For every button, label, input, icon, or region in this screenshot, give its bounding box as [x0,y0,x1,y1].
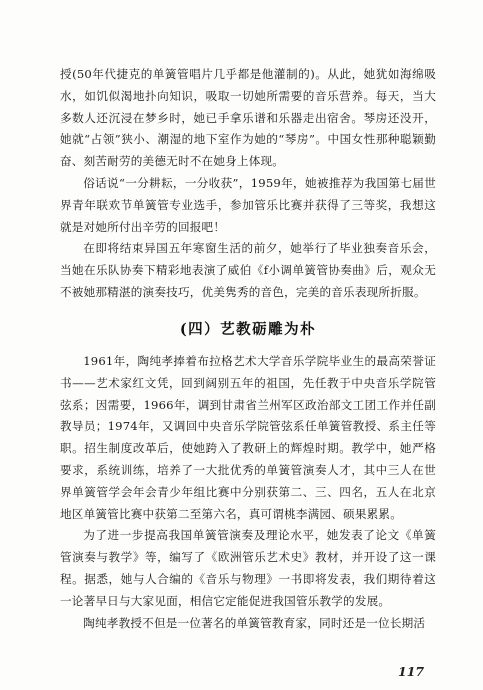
paragraph: 为了进一步提高我国单簧管演奏及理论水平，她发表了论文《单簧管演奏与教学》等，编写了《欧洲管乐艺术史》教材，并开设了这一课程。据悉，她与人合编的《音乐与物理》一书即将发表，我们期待着这一论著早日与大家见面，相信它定能促进我国管乐教学的发展。 [60,528,436,608]
paragraph: 陶纯孝教授不但是一位著名的单簧管教育家，同时还是一位长期活 [83,615,426,630]
page-number: 117 [398,664,425,679]
body-text-bottom [60,351,436,634]
paragraph: 在即将结束异国五年寒窗生活的前夕，她举行了毕业独奏音乐会，当她在乐队协奏下精彩地表演了威伯《f小调单簧管协奏曲》后，观众无不被她那精湛的演奏技巧，优美隽秀的音色，完美的音乐表现所折服。 [60,241,436,299]
paragraph: 俗话说“一分耕耘，一分收获”，1959年，她被推荐为我国第七届世界青年联欢节单簧管专业选手，参加管乐比赛并获得了三等奖，我想这就是对她所付出辛劳的回报吧！ [60,175,436,234]
paragraph-continued: 授(50年代捷克的单簧管唱片几乎都是他灌制的)。从此，她犹如海绵吸水，如饥似渴地扑向知识，吸取一切她所需要的音乐营养。每天，当大多数人还沉浸在梦乡时，她已手拿乐谱和乐器走出宿舍。琴房还没开，她就“占领”狭小、潮湿的地下室作为她的“琴房”。中国女性那种聪颖勤奋、刻苦耐劳的美德无时不在她身上体现。 [60,67,436,169]
paragraph: 1961年，陶纯孝捧着布拉格艺术大学音乐学院毕业生的最高荣誉证书——艺术家红文凭，回到阔别五年的祖国，先任教于中央音乐学院管弦系；因需要，1966年，调到甘肃省兰州军区政治部文工团工作并任副教导员；1974年，又调回中央音乐学院管弦系任单簧管教授、系主任等职。招生制度改革后，使她跨入了教研上的辉煌时期。教学中，她严格要求，系统训练，培养了一大批优秀的单簧管演奏人才，其中三人在世界单簧管学会年会青少年组比赛中分别获第二、三、四名，五人在北京地区单簧管比赛中获第二至第六名，真可谓桃李满园、硕果累累。 [60,354,436,521]
section-heading: (四）艺教砺雕为朴 [179,321,317,338]
body-text-top [60,64,436,304]
